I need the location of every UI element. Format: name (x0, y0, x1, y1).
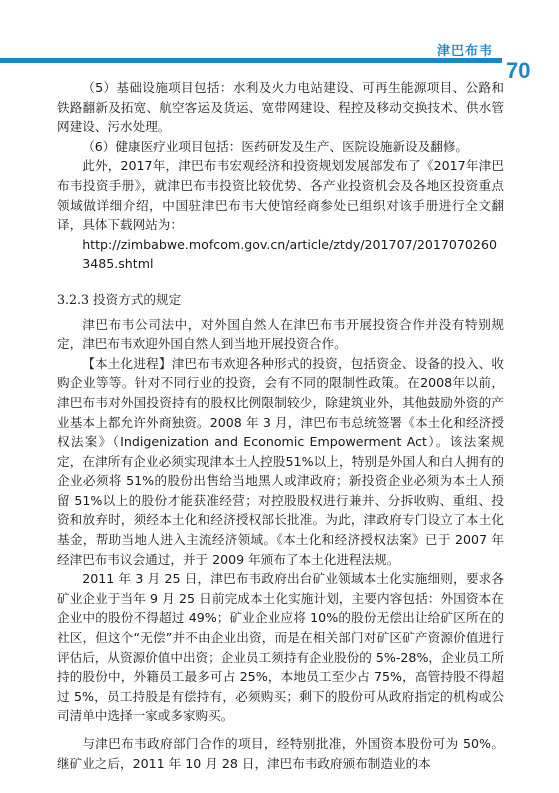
paragraph-indigenization: 【本土化进程】津巴布韦欢迎各种形式的投资，包括资金、设备的投入、收购企业等等。针对不同行业的投资，会有不同的限制性政策。在2008年以前，津巴布韦对外国投资持有的股权比例限制较少，除建筑业外，其他鼓励外资的产业基本上都允许外商独资。2008 年 3 月，津巴布韦总统签署《本土化和经济授权法案》（Indigenization and Economic Empowerment Act）。该法案规定，在津所有企业必须实现津本土人控股51%以上，特别是外国人和白人拥有的企业必须将 51%的股份出售给当地黑人或津政府；新投资企业必须为本土人预留 51%以上的股份才能获准经营；对控股股权进行兼并、分拆收购、重组、投资和放弃时，须经本土化和经济授权部长批准。为此，津政府专门设立了本土化基金，帮助当地人进入主流经济领域。《本土化和经济授权法案》已于 2007 年经津巴布韦议会通过，并于 2009 年颁布了本土化进程法规。 (57, 355, 504, 567)
paragraph-government-projects: 与津巴布韦政府部门合作的项目，经特别批准，外国资本股份可为 50%。继矿业之后，2011 年 10 月 28 日，津巴布韦政府颁布制造业的本 (57, 736, 504, 771)
paragraph-company-law: 津巴布韦公司法中，对外国自然人在津巴布韦开展投资合作并没有特别规定，津巴布韦欢迎外国自然人到当地开展投资合作。 (57, 316, 504, 352)
running-header-title: 津巴布韦 (436, 44, 493, 59)
download-url[interactable]: http://zimbabwe.mofcom.gov.cn/article/ztdy/201707/20170702603485.shtml (82, 236, 497, 272)
paragraph-mining-rules: 2011 年 3 月 25 日，津巴布韦政府出台矿业领域本土化实施细则，要求各矿业企业于当年 9 月 25 日前完成本土化实施计划，主要内容包括：外国资本在企业中的股份不得超过 49%；矿业企业应将 10%的股份无偿出让给矿区所在的社区，但这个“无偿”并不由企业出资，而是在相关部门对矿区矿产资源价值进行评估后，从资源价值中出资；企业员工须持有企业股份的 5%-28%，企业员工所持的股份中，外籍员工最多可占 25%，本地员工至少占 75%，高管持股不得超过 5%，员工持股是有偿持有，必须购买；剩下的股份可从政府指定的机构或公司清单中选择一家或多家购买。 (57, 571, 504, 724)
page-body (57, 78, 504, 773)
page-number: 70 (506, 58, 531, 83)
paragraph-investment-handbook: 此外，2017年，津巴布韦宏观经济和投资规划发展部发布了《2017年津巴布韦投资手册》，就津巴布韦投资比较优势、各产业投资机会及各地区投资重点领域做详细介绍，中国驻津巴布韦大使馆经商参处已组织对该手册进行全文翻译，具体下载网站为： (57, 158, 504, 233)
header-rule (0, 58, 502, 63)
section-heading: 3.2.3 投资方式的规定 (57, 291, 182, 307)
paragraph-healthcare: （6）健康医疗业项目包括：医药研发及生产、医院设施新设及翻修。 (82, 138, 469, 154)
paragraph-infrastructure: （5）基础设施项目包括：水利及火力电站建设、可再生能源项目、公路和铁路翻新及拓宽、航空客运及货运、宽带网建设、程控及移动交换技术、供水管网建设、污水处理。 (57, 80, 504, 135)
